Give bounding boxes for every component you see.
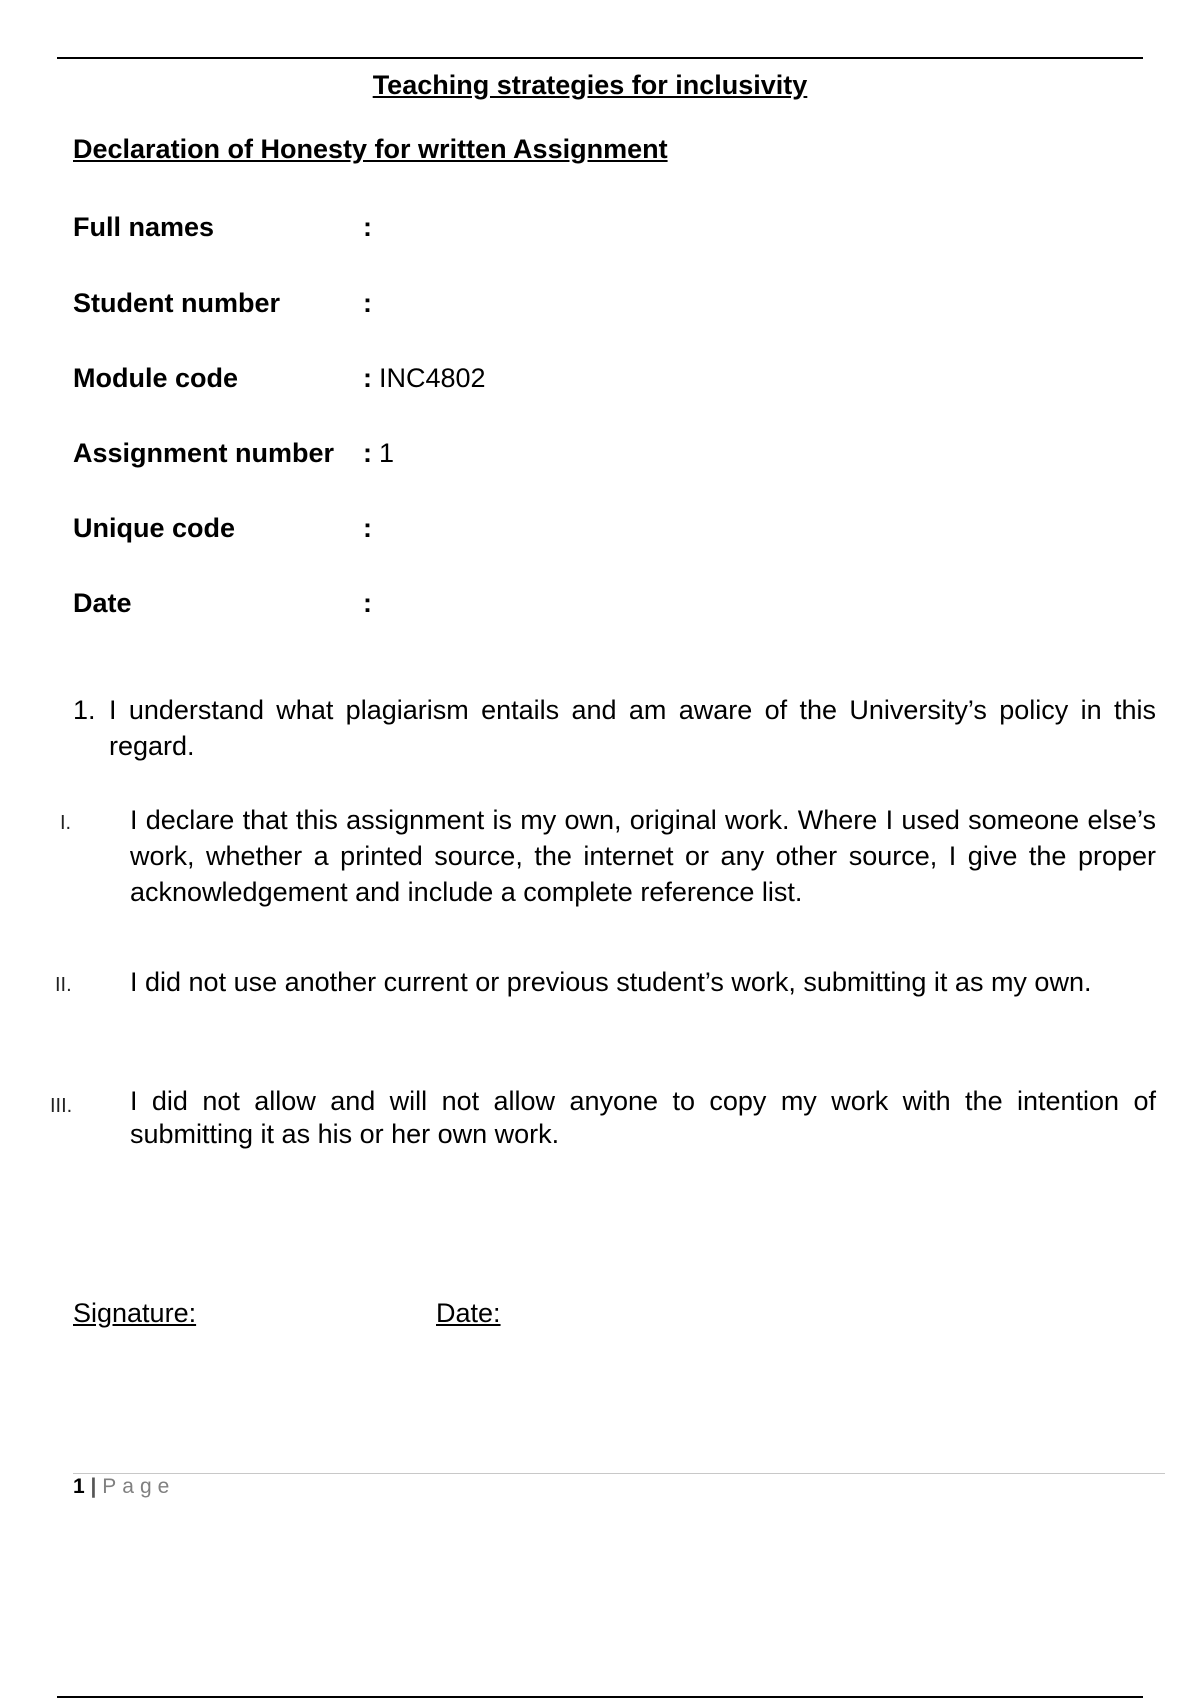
footer-rule [73, 1473, 1165, 1474]
field-label: Date [73, 588, 132, 618]
declaration-marker: III. [50, 1095, 73, 1117]
declaration-marker: I. [60, 812, 72, 834]
statement-text: I understand what plagiarism entails and am aware of the University’s policy in this regard. [109, 695, 1156, 761]
field-colon: : [363, 363, 372, 393]
field-label: Module code [73, 363, 239, 393]
declaration-item: I declare that this assignment is my own, original work. Where I used someone else’s work, whether a printed source, the internet or any other source, I give the proper acknowledgement and include a complete reference list. [130, 805, 1156, 907]
field-unique-code [73, 511, 973, 545]
field-label: Student number [73, 288, 280, 318]
bottom-rule [57, 1696, 1143, 1698]
field-value: INC4802 [379, 363, 486, 393]
field-assignment-number [73, 436, 973, 470]
declaration-heading: Declaration of Honesty for written Assignment [73, 134, 668, 164]
statement-number: 1. [73, 695, 96, 725]
field-label: Unique code [73, 513, 236, 543]
field-label: Assignment number [73, 438, 335, 468]
field-value: 1 [379, 438, 395, 468]
field-colon: : [363, 288, 372, 318]
page-separator: | [90, 1475, 97, 1498]
signature-label: Signature: [73, 1298, 197, 1328]
document-title: Teaching strategies for inclusivity [372, 70, 808, 100]
field-module-code [73, 361, 973, 395]
declaration-item: I did not use another current or previous student’s work, submitting it as my own. [130, 967, 1092, 997]
page-word: Page [102, 1475, 176, 1498]
top-rule [57, 57, 1143, 59]
field-colon: : [363, 588, 372, 618]
page-number: 1 [73, 1475, 85, 1498]
field-colon: : [363, 513, 372, 543]
field-colon: : [363, 438, 372, 468]
signature-date-label: Date: [436, 1298, 501, 1328]
declaration-marker: II. [55, 974, 72, 996]
field-full-names [73, 210, 973, 244]
declaration-item: I did not allow and will not allow anyone to copy my work with the intention of submitting it as his or her own work. [130, 1086, 1156, 1149]
field-label: Full names [73, 212, 215, 242]
page-footer [73, 1475, 175, 1499]
field-colon: : [363, 212, 372, 242]
field-student-number [73, 286, 973, 320]
field-date [73, 586, 973, 620]
